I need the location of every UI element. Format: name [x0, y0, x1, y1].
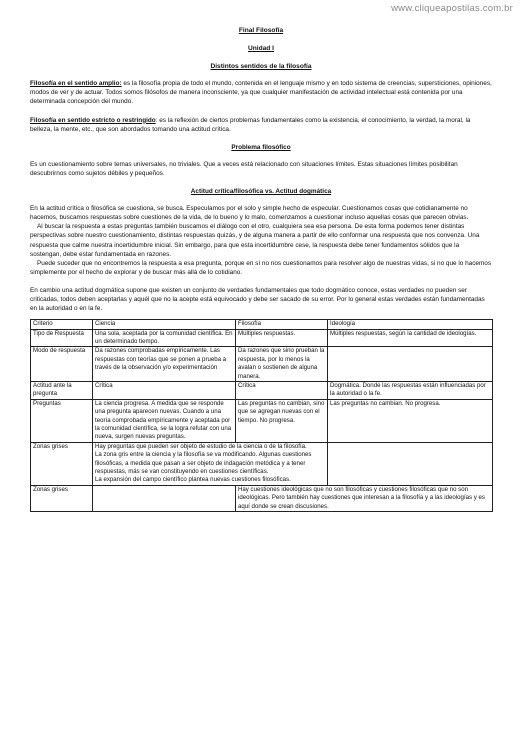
header-cell: Criterio [31, 320, 93, 329]
table-cell [328, 442, 493, 485]
amplio-text: es la filosofía propia de todo el mundo, contenida en el lenguaje mismo y en todo sistema de creencias, supersticiones, opiniones, modos de ver y de actuar. Todos somos filósofos de manera inconsciente, ya que cualquier manifestación de actividad intelectual está contenida por una determinada concepción del mundo. [30, 80, 492, 106]
table-cell: Una sola, aceptada por la comunidad científica. En un determinado tiempo. [93, 329, 236, 347]
document-title: Final Filosofía [238, 27, 284, 34]
table-row [31, 382, 493, 400]
amplio-paragraph [30, 79, 492, 106]
table-header-row [31, 320, 493, 329]
dogmatica-paragraph: En cambio una actitud dogmática supone que existen un conjunto de verdades fundamentales que todo dogmático conoce, estas verdades no pueden ser criticadas, todos deben aceptarlas y aquél que no la acepte está equivocado y debe ser sacado de su error. Por lo general estas verdades están fundamentadas en la autoridad o en la fe. [30, 286, 485, 313]
actitud-heading: Actitud crítica/filosófica vs. Actitud dogmática [190, 188, 332, 196]
table-cell: Múltiples respuestas, según la cantidad de ideologías. [328, 329, 493, 347]
table-row [31, 347, 493, 382]
table-cell: Crítica [236, 382, 328, 400]
zonas-grises-cell [93, 442, 328, 485]
table-row [31, 399, 493, 442]
section-heading: Distintos sentidos de la filosofía [210, 63, 312, 71]
amplio-lead: Filosofía en el sentido amplio: [30, 80, 122, 88]
zonas-line: La zona gris entre la ciencia y la filosofía se va modificando. Algunas cuestiones filosóficas, a medida que pasan a ser objeto de indagación metódica y a tener respuestas, más se van constituyendo en cuestiones científicas. [95, 451, 312, 476]
table-cell: Zonas grises [31, 485, 93, 511]
table-cell: La ciencia progresa. A medida que se responde una pregunta aparecen nuevas. Cuando a una teoría comprobada empíricamente y aceptada por la comunidad científica, se la logra refutar con una nueva, surgen nuevas preguntas. [93, 399, 236, 442]
estricto-text: : es la reflexión de ciertos problemas fundamentales como la existencia, el conocimiento, la verdad, la moral, la belleza, la mente, etc., que son abordados tomando una actitud crítica. [30, 116, 471, 133]
header-cell: Ideología [328, 320, 493, 329]
table-cell: Zonas grises [31, 442, 93, 485]
table-cell: Actitud ante la pregunta [31, 382, 93, 400]
table-cell [93, 485, 236, 511]
header-cell: Ciencia [93, 320, 236, 329]
table-cell: Da razones comprobadas empíricamente. Las respuestas con teorías que se ponen a prueba a través de la observación y/o experimentación [93, 347, 236, 382]
zonas-grises-cell: Hay cuestiones ideológicas que no son filosóficas y cuestiones filosóficas que no son ideológicas. Pero también hay cuestiones que interesan a la filosofía y a las ideologías y es aquí donde se crean discusiones. [236, 485, 493, 511]
estricto-paragraph [30, 116, 492, 134]
zonas-line: Hay preguntas que pueden ser objeto de estudio de la ciencia o de la filosofía. [95, 442, 307, 450]
document-page [30, 26, 492, 512]
actitud-paragraph-2: Al buscar la respuesta a estas preguntas también buscamos el diálogo con el otro, cualquiera sea esa persona. De esta forma podemos tener distintas perspectivas sobre nuestro cuestionamiento, distintas respuestas quizás, y de alguna manera a partir de ello conformar una respuesta que nos convenza. Una respuesta que calme nuestra incertidumbre inicial. Sin embargo, para que esta incertidumbre cese, la respuesta debe tener fundamentos sólidos que la sostengan, debe estar fundamentada en razones. [30, 223, 480, 258]
table-cell: Dogmática. Donde las respuestas están influenciadas por la autoridad o la fe. [328, 382, 493, 400]
table-cell: Da razones que sino prueban la respuesta, por lo menos la avalan o sostienen de alguna manera. [236, 347, 328, 382]
table-cell: Las preguntas no cambian, sino que se agregan nuevas con el tiempo. No progresa. [236, 399, 328, 442]
problema-heading: Problema filosófico [231, 143, 291, 151]
actitud-paragraph-3: Puede suceder que no encontremos la respuesta a esa pregunta, porque en sí no nos cuestionamos para resolver algo de nuestras vidas, si no que lo hacemos simplemente por el hecho de explorar y de buscar más allá de lo cotidiano. [30, 259, 492, 276]
comparison-table [30, 319, 493, 512]
table-cell: Preguntas [31, 399, 93, 442]
table-cell [328, 347, 493, 382]
table-row [31, 485, 493, 511]
table-cell: Múltiples respuestas. [236, 329, 328, 347]
unit-heading: Unidad I [247, 45, 274, 53]
zonas-line: La expansión del campo científico plantea nuevas cuestiones filosóficas. [95, 476, 291, 484]
table-row [31, 442, 493, 485]
table-row [31, 329, 493, 347]
table-cell: Crítica [93, 382, 236, 400]
table-cell: Modo de respuesta [31, 347, 93, 382]
actitud-paragraph-1: En la actitud crítica o filosófica se cuestiona, se busca. Especulamos por el solo y simple hecho de especular. Cuestionamos cosas que cotidianamente no hacemos, buscamos respuestas sobre cuestiones de la vida, de lo bueno y lo malo, comenzamos a cuestionar incluso aquellas cosas que parecen obvias. [30, 205, 469, 222]
estricto-lead: Filosofía en sentido estricto o restringido [30, 116, 156, 124]
table-cell: Las preguntas no cambian. No progresa. [328, 399, 493, 442]
table-cell: Tipo de Respuesta [31, 329, 93, 347]
header-cell: Filosofía [236, 320, 328, 329]
site-watermark: www.cliqueapostilas.com.br [391, 3, 513, 14]
problema-paragraph: Es un cuestionamiento sobre temas universales, no triviales. Que a veces está relacionado con situaciones límites. Estas situaciones límites posibilitan descubrirnos como sujetos débiles y pequeños. [30, 160, 458, 177]
